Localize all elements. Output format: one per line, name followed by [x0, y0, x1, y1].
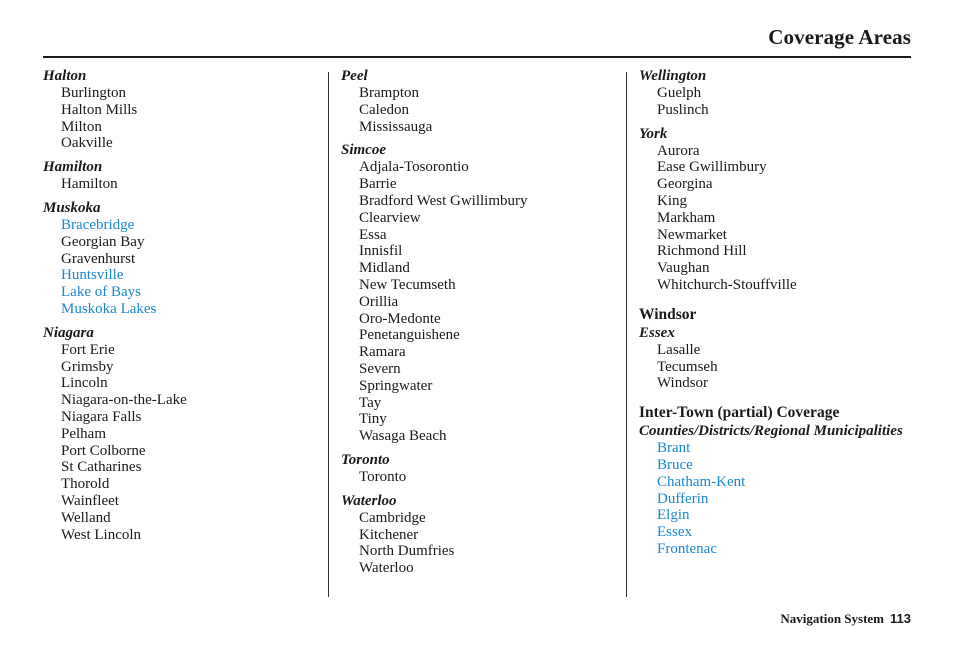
- city-item: Waterloo: [359, 560, 414, 577]
- city-item: Tay: [359, 394, 382, 411]
- city-item: Pelham: [61, 425, 106, 442]
- region-heading-wellington: Wellington: [639, 68, 707, 84]
- city-item: Georgina: [657, 176, 713, 193]
- city-item: St Catharines: [61, 459, 142, 476]
- city-item: Mississauga: [359, 118, 433, 135]
- city-item: Thorold: [61, 476, 110, 493]
- city-item: Grimsby: [61, 358, 114, 375]
- city-item: Barrie: [359, 176, 397, 193]
- city-link[interactable]: Frontenac: [657, 540, 717, 557]
- region-heading-niagara: Niagara: [43, 324, 94, 341]
- region-heading-waterloo: Waterloo: [341, 492, 397, 509]
- city-item: Tecumseh: [657, 358, 718, 375]
- city-item: West Lincoln: [61, 526, 142, 543]
- city-item: North Dumfries: [359, 543, 455, 560]
- city-item: King: [657, 192, 687, 209]
- city-item: Wainfleet: [61, 492, 119, 509]
- city-item: Innisfil: [359, 243, 403, 260]
- city-item: Adjala-Tosorontio: [359, 159, 469, 176]
- city-item: Cambridge: [359, 509, 426, 526]
- city-item: Tiny: [359, 411, 387, 428]
- city-item: Midland: [359, 260, 410, 277]
- city-link[interactable]: Huntsville: [61, 267, 124, 284]
- city-item: Kitchener: [359, 526, 419, 543]
- region-heading-peel: Peel: [341, 68, 368, 84]
- city-item: Newmarket: [657, 226, 727, 243]
- city-item: Oro-Medonte: [359, 310, 441, 327]
- section-heading-windsor: Windsor: [639, 305, 697, 323]
- city-item: Markham: [657, 209, 716, 226]
- city-item: New Tecumseth: [359, 276, 456, 293]
- city-item: Niagara-on-the-Lake: [61, 392, 187, 409]
- city-item: Guelph: [657, 85, 702, 101]
- city-item: Springwater: [359, 377, 433, 394]
- region-heading-halton: Halton: [43, 68, 87, 84]
- city-link[interactable]: Chatham-Kent: [657, 473, 746, 490]
- page-footer: [780, 611, 911, 627]
- region-heading-counties: Counties/Districts/Regional Municipalities: [639, 423, 903, 440]
- city-link[interactable]: Bruce: [657, 456, 693, 473]
- region-heading-simcoe: Simcoe: [341, 142, 386, 159]
- city-item: Brampton: [359, 85, 419, 101]
- city-link[interactable]: Brant: [657, 440, 691, 457]
- city-item: Penetanguishene: [359, 327, 460, 344]
- city-item: Toronto: [359, 468, 407, 485]
- city-item: Caledon: [359, 101, 409, 118]
- region-heading-muskoka: Muskoka: [43, 199, 101, 216]
- city-item: Georgian Bay: [61, 233, 145, 250]
- city-item: Halton Mills: [61, 101, 138, 118]
- city-item: Welland: [61, 509, 111, 526]
- column-divider: [626, 72, 627, 597]
- city-item: Vaughan: [657, 260, 710, 277]
- city-link[interactable]: Essex: [657, 524, 692, 541]
- city-item: Essa: [359, 226, 387, 243]
- page-number: 113: [890, 611, 911, 626]
- city-item: Oakville: [61, 135, 113, 152]
- city-link[interactable]: Bracebridge: [61, 216, 135, 233]
- region-heading-toronto: Toronto: [341, 451, 390, 468]
- city-item: Lasalle: [657, 341, 701, 358]
- city-item: Hamilton: [61, 176, 118, 193]
- city-item: Clearview: [359, 209, 421, 226]
- city-item: Ease Gwillimbury: [657, 159, 767, 176]
- city-link[interactable]: Lake of Bays: [61, 284, 141, 301]
- city-item: Niagara Falls: [61, 408, 142, 425]
- column-divider: [328, 72, 329, 597]
- city-link[interactable]: Dufferin: [657, 490, 709, 507]
- city-item: Port Colborne: [61, 442, 146, 459]
- region-heading-essex: Essex: [639, 324, 675, 341]
- city-link[interactable]: Elgin: [657, 507, 690, 524]
- city-item: Richmond Hill: [657, 243, 747, 260]
- city-item: Severn: [359, 360, 401, 377]
- city-link[interactable]: Muskoka Lakes: [61, 300, 157, 317]
- city-item: Puslinch: [657, 101, 709, 118]
- city-item: Fort Erie: [61, 341, 115, 358]
- region-heading-york: York: [639, 125, 668, 142]
- city-item: Wasaga Beach: [359, 428, 447, 445]
- city-item: Aurora: [657, 142, 700, 159]
- city-item: Windsor: [657, 375, 709, 392]
- city-item: Whitchurch-Stouffville: [657, 276, 797, 293]
- city-item: Ramara: [359, 344, 406, 361]
- city-item: Bradford West Gwillimbury: [359, 192, 528, 209]
- city-item: Lincoln: [61, 375, 108, 392]
- city-item: Burlington: [61, 85, 127, 101]
- city-item: Gravenhurst: [61, 250, 136, 267]
- city-item: Milton: [61, 118, 102, 135]
- column-3: [639, 68, 909, 558]
- city-item: Orillia: [359, 293, 399, 310]
- footer-label: Navigation System: [780, 611, 885, 626]
- region-heading-hamilton: Hamilton: [43, 159, 103, 176]
- page-title: Coverage Areas: [768, 25, 911, 49]
- column-2: [341, 68, 611, 577]
- section-heading-intertown: Inter-Town (partial) Coverage: [639, 404, 840, 422]
- column-1: [43, 68, 313, 543]
- title-divider: [43, 56, 911, 58]
